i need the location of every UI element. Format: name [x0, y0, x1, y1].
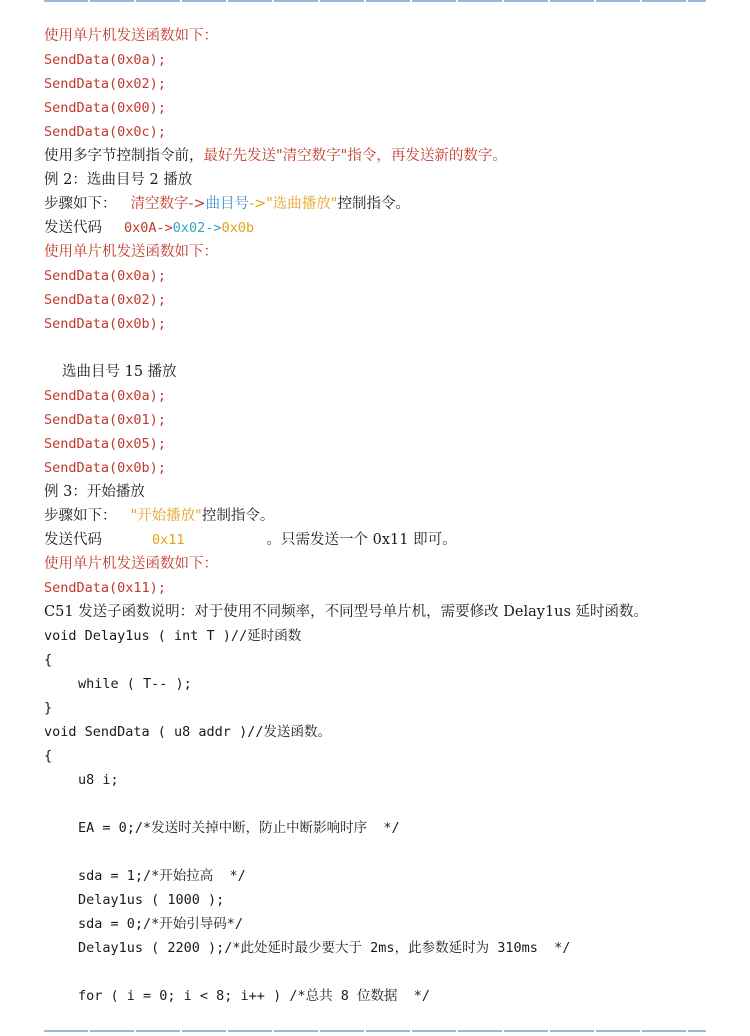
code-line: SendData(0x05); [44, 436, 166, 452]
code-line: SendData(0x0b); [44, 316, 166, 332]
steps-label: 步骤如下： [44, 508, 117, 524]
code-line: SendData(0x0a); [44, 52, 166, 68]
code-line: SendData(0x00); [44, 100, 166, 116]
code-line: SendData(0x01); [44, 412, 166, 428]
code-line: void Delay1us ( int T )//延时函数 [44, 628, 302, 644]
step-select-play: "选曲播放" [266, 196, 338, 212]
example-heading: 例 2：选曲目号 2 播放 [44, 172, 193, 188]
code-line: SendData(0x11); [44, 580, 166, 596]
example-subheading: 选曲目号 15 播放 [62, 364, 177, 380]
code-line: sda = 0;/*开始引导码*/ [78, 916, 244, 932]
example-heading: 例 3：开始播放 [44, 484, 145, 500]
text-line: 使用单片机发送函数如下： [44, 556, 218, 572]
code-line: } [44, 700, 53, 716]
code-11: 0x11 [152, 532, 185, 548]
step-start-play: "开始播放" [130, 508, 202, 524]
code-0a: 0x0A-> [124, 220, 173, 236]
code-line: SendData(0x0c); [44, 124, 166, 140]
text-line: 使用单片机发送函数如下： [44, 28, 218, 44]
send-note: 。只需发送一个 0x11 即可。 [266, 532, 457, 548]
code-line: Delay1us ( 2200 );/*此处延时最少要大于 2ms，此参数延时为 310ms */ [78, 940, 571, 956]
code-line: u8 i; [78, 772, 119, 788]
send-label: 发送代码 [44, 532, 102, 548]
code-line: SendData(0x0a); [44, 388, 166, 404]
code-line: Delay1us ( 1000 ); [78, 892, 225, 908]
note-highlight: 最好先发送"清空数字"指令，再发送新的数字。 [203, 148, 507, 164]
code-line: { [44, 748, 53, 764]
code-line: sda = 1;/*开始拉高 */ [78, 868, 246, 884]
code-02: 0x02-> [172, 220, 222, 236]
code-line: SendData(0x0b); [44, 460, 166, 476]
code-send-line [44, 218, 254, 238]
note-line [44, 146, 507, 166]
step-arrow: -> [188, 196, 206, 212]
code-line: { [44, 652, 53, 668]
code-line: SendData(0x02); [44, 76, 166, 92]
code-line: SendData(0x02); [44, 292, 166, 308]
code-send-line [44, 530, 457, 550]
steps-label: 步骤如下： [44, 196, 117, 212]
code-line: void SendData ( u8 addr )//发送函数。 [44, 724, 331, 740]
step-clear: 清空数字 [130, 196, 189, 212]
step-arrow: -> [249, 196, 267, 212]
send-label: 发送代码 [44, 220, 102, 236]
code-0b: 0x0b [221, 220, 255, 236]
steps-line [44, 194, 410, 214]
top-divider [44, 0, 706, 2]
text-line: 使用单片机发送函数如下： [44, 244, 218, 260]
code-line: while ( T-- ); [78, 676, 192, 692]
bottom-divider [44, 1030, 706, 1032]
c51-description: C51 发送子函数说明：对于使用不同频率，不同型号单片机，需要修改 Delay1us 延时函数。 [44, 604, 649, 620]
step-suffix: 控制指令。 [201, 508, 275, 524]
step-suffix: 控制指令。 [337, 196, 410, 212]
steps-line [44, 506, 274, 526]
code-line: for ( i = 0; i < 8; i++ ) /*总共 8 位数据 */ [78, 988, 430, 1004]
code-line: EA = 0;/*发送时关掉中断，防止中断影响时序 */ [78, 820, 400, 836]
code-line: SendData(0x0a); [44, 268, 166, 284]
step-track: 曲目号 [205, 196, 250, 212]
note-text: 使用多字节控制指令前， [44, 148, 204, 164]
